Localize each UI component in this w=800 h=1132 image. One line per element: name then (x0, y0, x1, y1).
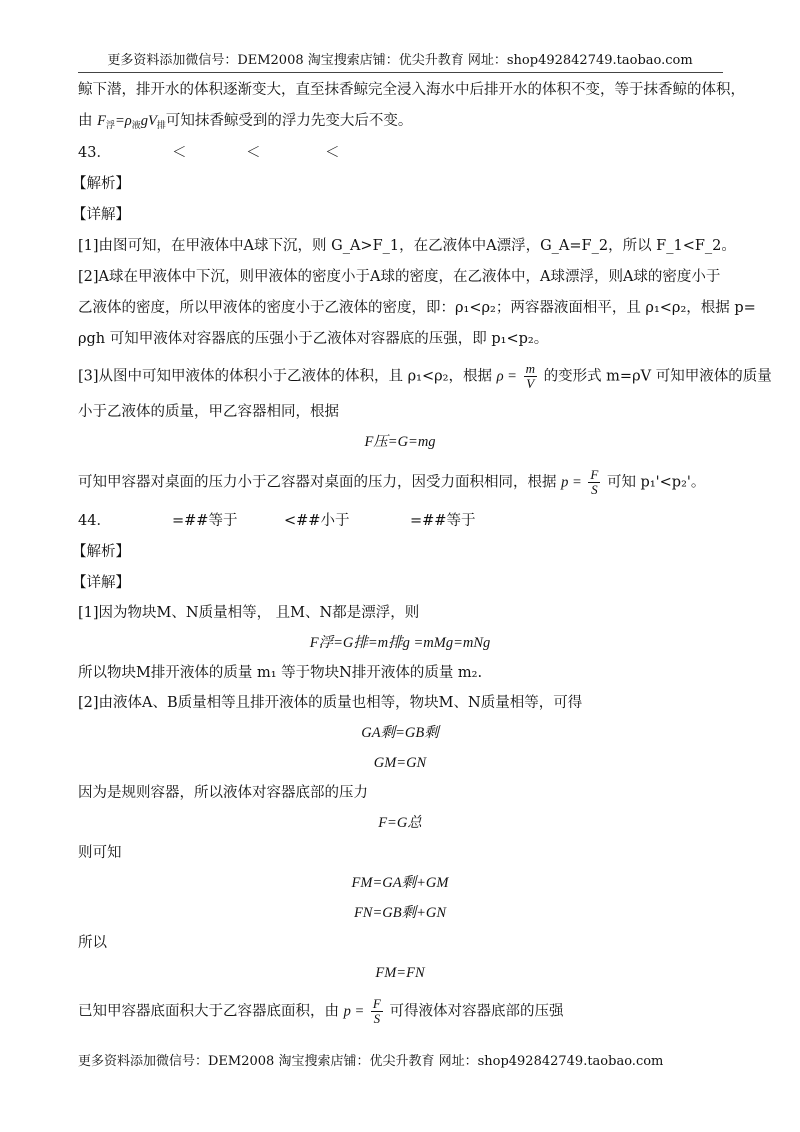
rho-subscript: 液 (131, 121, 141, 131)
q44-jiexi-heading: 【解析】 (72, 544, 130, 560)
q44-step-2-line-1: [2]由液体A、B质量相等且排开液体的质量也相等，物块M、N质量相等，可得 (78, 695, 583, 711)
intro-line-2 (78, 111, 412, 131)
page-header: 更多资料添加微信号：DEM2008 淘宝搜索店铺：优尖升教育 网址：shop492842749.taobao.com (107, 53, 693, 68)
q43-answer-3: ＜ (325, 145, 340, 161)
force-symbol: F (97, 113, 106, 129)
q44-step-2-line-2: 因为是规则容器，所以液体对容器底部的压力 (78, 785, 368, 801)
q43-number: 43． (78, 145, 111, 161)
q43-xiangjie-heading: 【详解】 (72, 207, 130, 223)
pressure-fraction (371, 997, 383, 1026)
q44-formula-remaining-weight: GA剩=GB剩 (361, 725, 439, 741)
fraction-numerator: m (525, 361, 535, 376)
q43-step-2-line-3: ρgh 可知甲液体对容器底的压强小于乙液体对容器底的压强，即 p₁<p₂。 (78, 331, 549, 347)
q43-step-3-line-1 (78, 362, 772, 391)
q44-step-2-line-4: 所以 (78, 935, 107, 951)
fraction-numerator: F (590, 467, 599, 482)
q44-step-2-text-a: 已知甲容器底面积大于乙容器底面积，由 (78, 1003, 339, 1020)
q44-step-2-line-3: 则可知 (78, 845, 122, 861)
intro-line-1: 鲸下潜，排开水的体积逐渐变大，直至抹香鲸完全浸入海水中后排开水的体积不变，等于抹香鲸的体积， (78, 82, 745, 98)
fraction-numerator: F (372, 996, 381, 1011)
density-symbol: ρ = (496, 368, 517, 385)
pressure-fraction (588, 468, 600, 497)
q43-step-3-text-b: 的变形式 m=ρV 可知甲液体的质量 (543, 368, 772, 385)
density-fraction (524, 362, 537, 391)
q44-formula-force-equal: FM=FN (375, 965, 425, 981)
q44-step-2-text-b: 可得液体对容器底部的压强 (389, 1003, 564, 1020)
q43-step-3-text-a: [3]从图中可知甲液体的体积小于乙液体的体积，且 ρ₁<ρ₂，根据 (78, 368, 492, 385)
fraction-denominator: S (373, 1011, 381, 1026)
pressure-symbol: p = (561, 474, 582, 491)
force-subscript: 浮 (105, 121, 115, 131)
q43-step-1: [1]由图可知，在甲液体中A球下沉，则 G_A>F_1，在乙液体中A漂浮，G_A=F_2，所以 F_1<F_2。 (78, 238, 736, 254)
q43-formula-pressure-force: F压=G=mg (364, 434, 436, 450)
gv-symbol: gV (140, 113, 157, 129)
q43-answer-2: ＜ (246, 145, 261, 161)
q44-step-1-line-1: [1]因为物块M、N质量相等， 且M、N都是漂浮，则 (78, 605, 420, 621)
q44-formula-force-n: FN=GB剩+GN (353, 905, 447, 921)
rho-symbol: =ρ (114, 113, 132, 129)
pressure-symbol: p = (343, 1003, 365, 1020)
q44-formula-block-weight: GM=GN (373, 755, 427, 771)
intro-text-a: 由 (78, 113, 98, 129)
q43-step-3-line-2: 小于乙液体的质量，甲乙容器相同，根据 (78, 404, 339, 420)
page-footer: 更多资料添加微信号：DEM2008 淘宝搜索店铺：优尖升教育 网址：shop492842749.taobao.com (78, 1054, 664, 1069)
q44-xiangjie-heading: 【详解】 (72, 575, 130, 591)
q44-step-1-line-2: 所以物块M排开液体的质量 m₁ 等于物块N排开液体的质量 m₂. (78, 665, 483, 681)
q44-formula-total-force: F=G总 (378, 815, 422, 831)
q43-step-2-line-1: [2]A球在甲液体中下沉，则甲液体的密度小于A球的密度，在乙液体中，A球漂浮，则A球的密度小于 (78, 269, 721, 285)
q44-number: 44． (78, 513, 111, 529)
header-rule (78, 72, 723, 73)
q43-step-3-text-c: 可知甲容器对桌面的压力小于乙容器对桌面的压力，因受力面积相同，根据 (78, 474, 557, 491)
q44-step-2-line-5 (78, 997, 563, 1026)
q44-answer-3: =##等于 (410, 513, 476, 529)
q43-jiexi-heading: 【解析】 (72, 176, 130, 192)
q43-step-2-line-2: 乙液体的密度，所以甲液体的密度小于乙液体的密度，即：ρ₁<ρ₂；两容器液面相平，且 ρ₁<ρ₂，根据 p= (78, 300, 756, 316)
q43-step-3-text-d: 可知 p₁'<p₂'。 (606, 474, 706, 491)
fraction-denominator: S (591, 482, 598, 497)
q44-answer-2: <##小于 (284, 513, 350, 529)
q44-answer-1: =##等于 (172, 513, 238, 529)
q43-step-3-line-3 (78, 468, 705, 497)
q44-formula-buoyancy: F浮=G排=m排g =mMg=mNg (309, 635, 491, 651)
q43-answer-1: ＜ (172, 145, 187, 161)
fraction-denominator: V (526, 376, 535, 391)
v-subscript: 排 (156, 121, 166, 131)
intro-text-b: 可知抹香鲸受到的浮力先变大后不变。 (165, 113, 413, 129)
q44-formula-force-m: FM=GA剩+GM (351, 875, 449, 891)
